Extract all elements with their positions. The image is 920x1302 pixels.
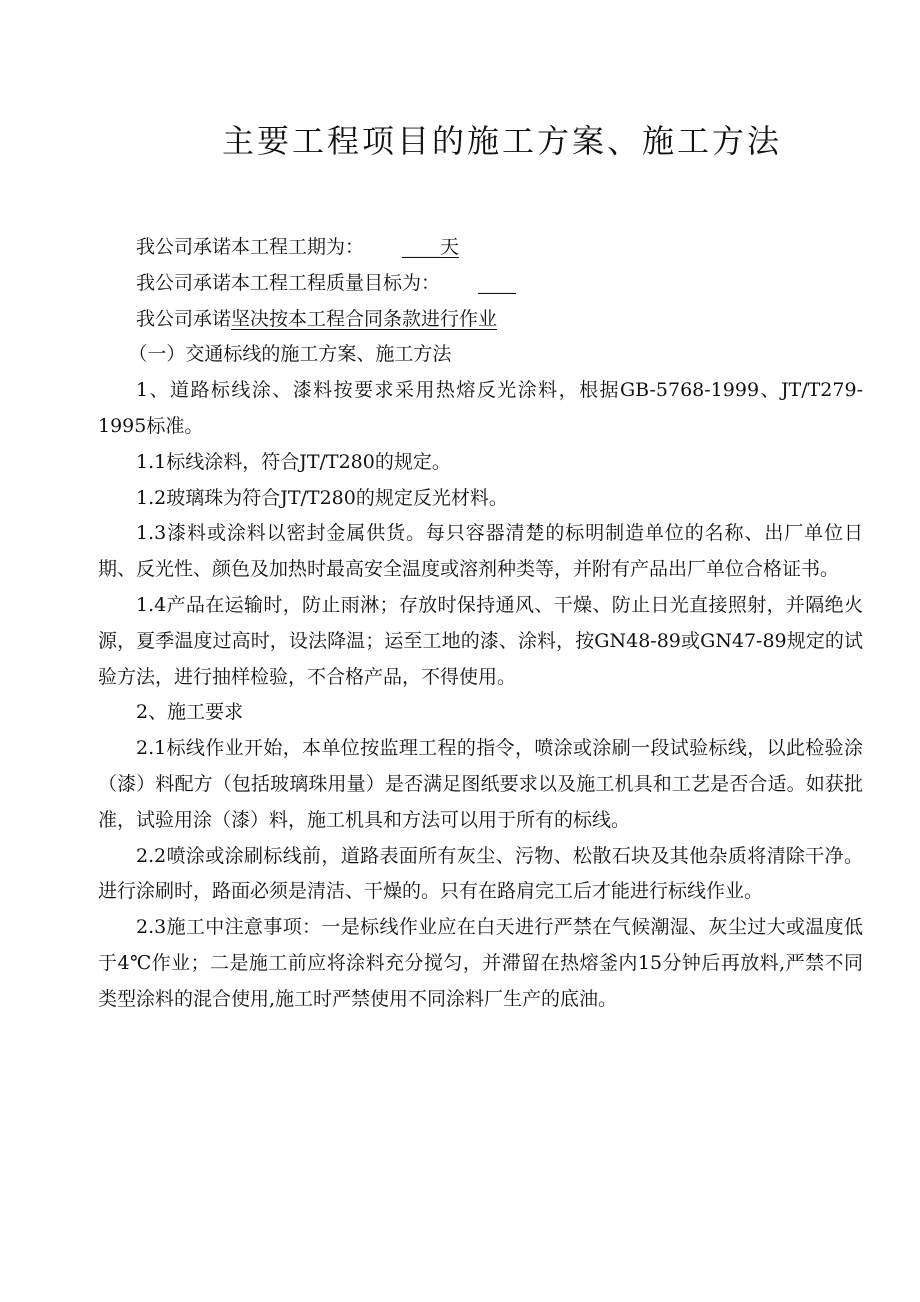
commitment-quality: 我公司承诺本工程工程质量目标为： ____ (98, 266, 863, 302)
commitment-period: 我公司承诺本工程工期为： ____天 (98, 230, 863, 266)
period-blank: ____天 (402, 236, 460, 258)
contract-underlined-text: 坚决按本工程合同条款进行作业 (231, 307, 498, 330)
paragraph: 1.3漆料或涂料以密封金属供货。每只容器清楚的标明制造单位的名称、出厂单位日期、反光性、颜色及加热时最高安全温度或溶剂种类等，并附有产品出厂单位合格证书。 (98, 522, 863, 581)
paragraph: 2.1标线作业开始，本单位按监理工程的指令，喷涂或涂刷一段试验标线，以此检验涂（漆）料配方（包括玻璃珠用量）是否满足图纸要求以及施工机具和工艺是否合适。如获批准，试验用涂（漆）料，施工机具和方法可以用于所有的标线。 (98, 737, 863, 831)
paragraph: 1.1标线涂料，符合JT/T280的规定。 (136, 450, 451, 473)
quality-blank: ____ (478, 271, 517, 294)
paragraph: 1.2玻璃珠为符合JT/T280的规定反光材料。 (136, 486, 508, 509)
commitment-contract: 我公司承诺坚决按本工程合同条款进行作业 (136, 307, 498, 330)
paragraph: 1.4产品在运输时，防止雨淋；存放时保持通风、干燥、防止日光直接照射，并隔绝火源，夏季温度过高时，设法降温；运至工地的漆、涂料，按GN48-89或GN47-89规定的试验方法，进行抽样检验，不合格产品，不得使用。 (98, 593, 863, 688)
paragraph: 2.2喷涂或涂刷标线前，道路表面所有灰尘、污物、松散石块及其他杂质将清除干净。进行涂刷时，路面必须是清洁、干燥的。只有在路肩完工后才能进行标线作业。 (98, 844, 863, 903)
paragraph: 2.3施工中注意事项：一是标线作业应在白天进行严禁在气候潮湿、灰尘过大或温度低于4℃作业；二是施工前应将涂料充分搅匀，并滞留在热熔釜内15分钟后再放料,严禁不同类型涂料的混合使用,施工时严禁使用不同涂料厂生产的底油。 (98, 916, 863, 1010)
page-title: 主要工程项目的施工方案、施工方法 (222, 122, 783, 160)
paragraph: 1、道路标线涂、漆料按要求采用热熔反光涂料，根据GB-5768-1999、JT/T279-1995标准。 (98, 379, 863, 437)
subheading: 2、施工要求 (136, 701, 244, 724)
document-body (98, 230, 863, 1018)
section-heading: （一）交通标线的施工方案、施工方法 (128, 343, 452, 366)
